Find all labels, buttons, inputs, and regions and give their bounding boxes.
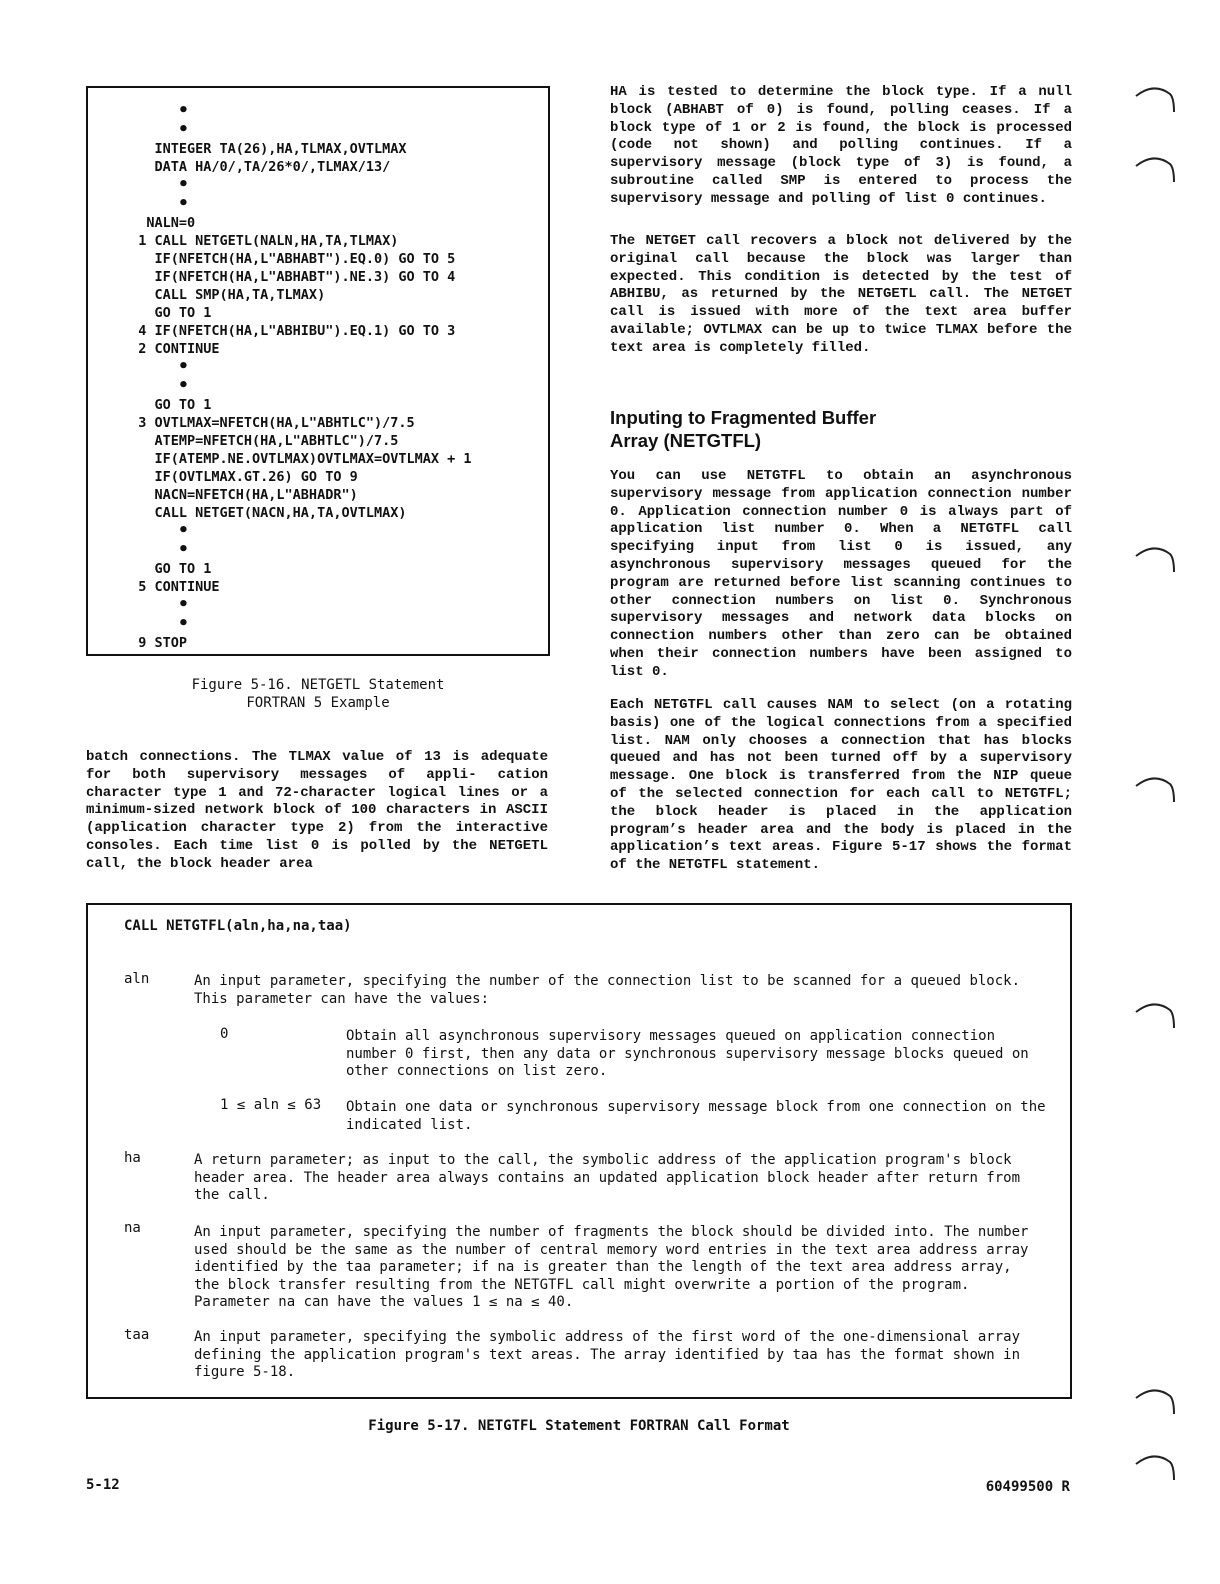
param-aln-value-1-key: 1 ≤ aln ≤ 63 (220, 1097, 322, 1113)
code-ellipsis-dot (122, 541, 542, 560)
param-taa-desc: An input parameter, specifying the symbolic address of the first word of the one-dimensional array defining the application program's text areas. The array identified by taa has the format shown in figure 5-18. (194, 1329, 1021, 1380)
call-line: CALL NETGTFL(aln,ha,na,taa) (124, 918, 352, 934)
param-aln-value-0-key: 0 (220, 1026, 229, 1042)
code-line: IF(NFETCH(HA,L"ABHABT").NE.3) GO TO 4 (122, 269, 456, 285)
section-heading (610, 406, 1072, 452)
code-line: CALL SMP(HA,TA,TLMAX) (122, 287, 326, 303)
code-ellipsis-dot (122, 615, 542, 634)
code-dot: • (178, 594, 189, 615)
margin-mark-icon (1134, 154, 1176, 184)
param-aln-name: aln (124, 971, 150, 987)
code-ellipsis-dot (122, 121, 542, 140)
figure-5-17-caption: Figure 5-17. NETGTFL Statement FORTRAN Call Format (368, 1418, 790, 1434)
code-line: ATEMP=NFETCH(HA,L"ABHTLC")/7.5 (122, 433, 399, 449)
code-line: 5 CONTINUE (122, 579, 220, 595)
code-dot: • (178, 520, 189, 541)
margin-mark-icon (1134, 1000, 1176, 1030)
param-na-desc: An input parameter, specifying the number of fragments the block should be divided into. The number used should be the same as the number of central memory word entries in the text area address array identified by the taa parameter; if na is greater than the length of the text area address array, the block transfer resulting from the NETGTFL call might overwrite a portion of the program. Parameter na can have the values 1 ≤ na ≤ 40. (194, 1224, 1029, 1310)
code-dot: • (178, 174, 189, 195)
section-heading-line2: Array (NETGTFL) (610, 430, 762, 451)
code-line: NALN=0 (122, 215, 196, 231)
code-line: CALL NETGET(NACN,HA,TA,OVTLMAX) (122, 505, 407, 521)
figure-5-16-caption-line2: FORTRAN 5 Example (246, 695, 390, 711)
code-dot: • (178, 100, 189, 121)
code-dot: • (178, 613, 189, 634)
param-aln-desc: An input parameter, specifying the number of the connection list to be scanned for a queued block. This parameter can have the values: (194, 973, 1021, 1007)
code-ellipsis-dot (122, 377, 542, 396)
right-paragraph-1: HA is tested to determine the block type. If a null block (ABHABT of 0) is found, polling ceases. If a block type of 1 or 2 is found, the block is processed (code not shown) and polling continues. If a supervisory message (block type of 3) is found, a subroutine called SMP is entered to process the supervisory message and polling of list 0 continues. (610, 84, 1072, 207)
left-paragraph-1: batch connections. The TLMAX value of 13 is adequate for both supervisory messages of appli- cation character type 1 and 72-character logical lines or a minimum-sized network block of 100 characters in ASCII (application character type 2) from the interactive consoles. Each time list 0 is polled by the NETGETL call, the block header area (86, 749, 548, 872)
margin-mark-icon (1134, 774, 1176, 804)
code-line: DATA HA/0/,TA/26*0/,TLMAX/13/ (122, 159, 391, 175)
code-dot: • (178, 375, 189, 396)
param-na-name: na (124, 1220, 141, 1236)
right-paragraph-2: The NETGET call recovers a block not delivered by the original call because the block was larger than expected. This condition is detected by the test of ABHIBU, as returned by the NETGETL call. The NETGET call is issued with more of the text area buffer available; OVTLMAX can be up to twice TLMAX before the text area is completely filled. (610, 233, 1072, 356)
figure-5-16-caption-line1: Figure 5-16. NETGETL Statement (191, 677, 445, 693)
code-line: INTEGER TA(26),HA,TLMAX,OVTLMAX (122, 141, 407, 157)
section-heading-line1: Inputing to Fragmented Buffer (610, 407, 877, 428)
code-line: NACN=NFETCH(HA,L"ABHADR") (122, 487, 358, 503)
right-paragraph-4: Each NETGTFL call causes NAM to select (on a rotating basis) one of the logical connections from a specified list. NAM only chooses a connection that has blocks queued and has not been turned off by a supervisory message. One block is transferred from the NIP queue of the selected connection for each call to NETGTFL; the block header is placed in the application program’s header area and the body is placed in the application’s text areas. Figure 5-17 shows the format of the NETGTFL statement. (610, 697, 1072, 874)
margin-mark-icon (1134, 84, 1176, 114)
code-dot: • (178, 193, 189, 214)
code-line: IF(NFETCH(HA,L"ABHABT").EQ.0) GO TO 5 (122, 251, 456, 267)
code-line: IF(OVTLMAX.GT.26) GO TO 9 (122, 469, 358, 485)
code-line: IF(ATEMP.NE.OVTLMAX)OVTLMAX=OVTLMAX + 1 (122, 451, 472, 467)
code-listing (122, 102, 542, 652)
param-ha-name: ha (124, 1150, 141, 1166)
code-ellipsis-dot (122, 195, 542, 214)
code-dot: • (178, 356, 189, 377)
code-line: 2 CONTINUE (122, 341, 220, 357)
page-number: 5-12 (86, 1477, 120, 1493)
param-taa-name: taa (124, 1327, 150, 1343)
param-aln-value-0-desc: Obtain all asynchronous supervisory messages queued on application connection number 0 first, then any data or synchronous supervisory message blocks queued on other connections on list zero. (346, 1028, 1029, 1079)
figure-5-16-caption (86, 676, 550, 712)
code-line: 9 STOP (122, 635, 188, 651)
code-line: GO TO 1 (122, 397, 212, 413)
code-line: GO TO 1 (122, 305, 212, 321)
param-ha-desc: A return parameter; as input to the call, the symbolic address of the application program's block header area. The header area always contains an updated application block header after return from the call. (194, 1152, 1021, 1203)
param-aln-value-1-desc: Obtain one data or synchronous supervisory message block from one connection on the indicated list. (346, 1099, 1046, 1133)
code-line: 4 IF(NFETCH(HA,L"ABHIBU").EQ.1) GO TO 3 (122, 323, 456, 339)
document-number: 60499500 R (985, 1479, 1070, 1495)
code-dot: • (178, 119, 189, 140)
code-dot: • (178, 539, 189, 560)
code-line: 1 CALL NETGETL(NALN,HA,TA,TLMAX) (122, 233, 399, 249)
margin-mark-icon (1134, 1386, 1176, 1416)
right-paragraph-3: You can use NETGTFL to obtain an asynchronous supervisory message from application connection number 0. Application connection number 0 is always part of application list number 0. When a NETGTFL call specifying input from list 0 is issued, any asynchronous supervisory messages queued for the program are returned before list scanning continues to other connection numbers on list 0. Synchronous supervisory messages and network data blocks on connection numbers other than zero can be obtained when their connection numbers have been assigned to list 0. (610, 468, 1072, 680)
margin-mark-icon (1134, 1452, 1176, 1482)
margin-mark-icon (1134, 544, 1176, 574)
code-line: 3 OVTLMAX=NFETCH(HA,L"ABHTLC")/7.5 (122, 415, 415, 431)
code-line: GO TO 1 (122, 561, 212, 577)
